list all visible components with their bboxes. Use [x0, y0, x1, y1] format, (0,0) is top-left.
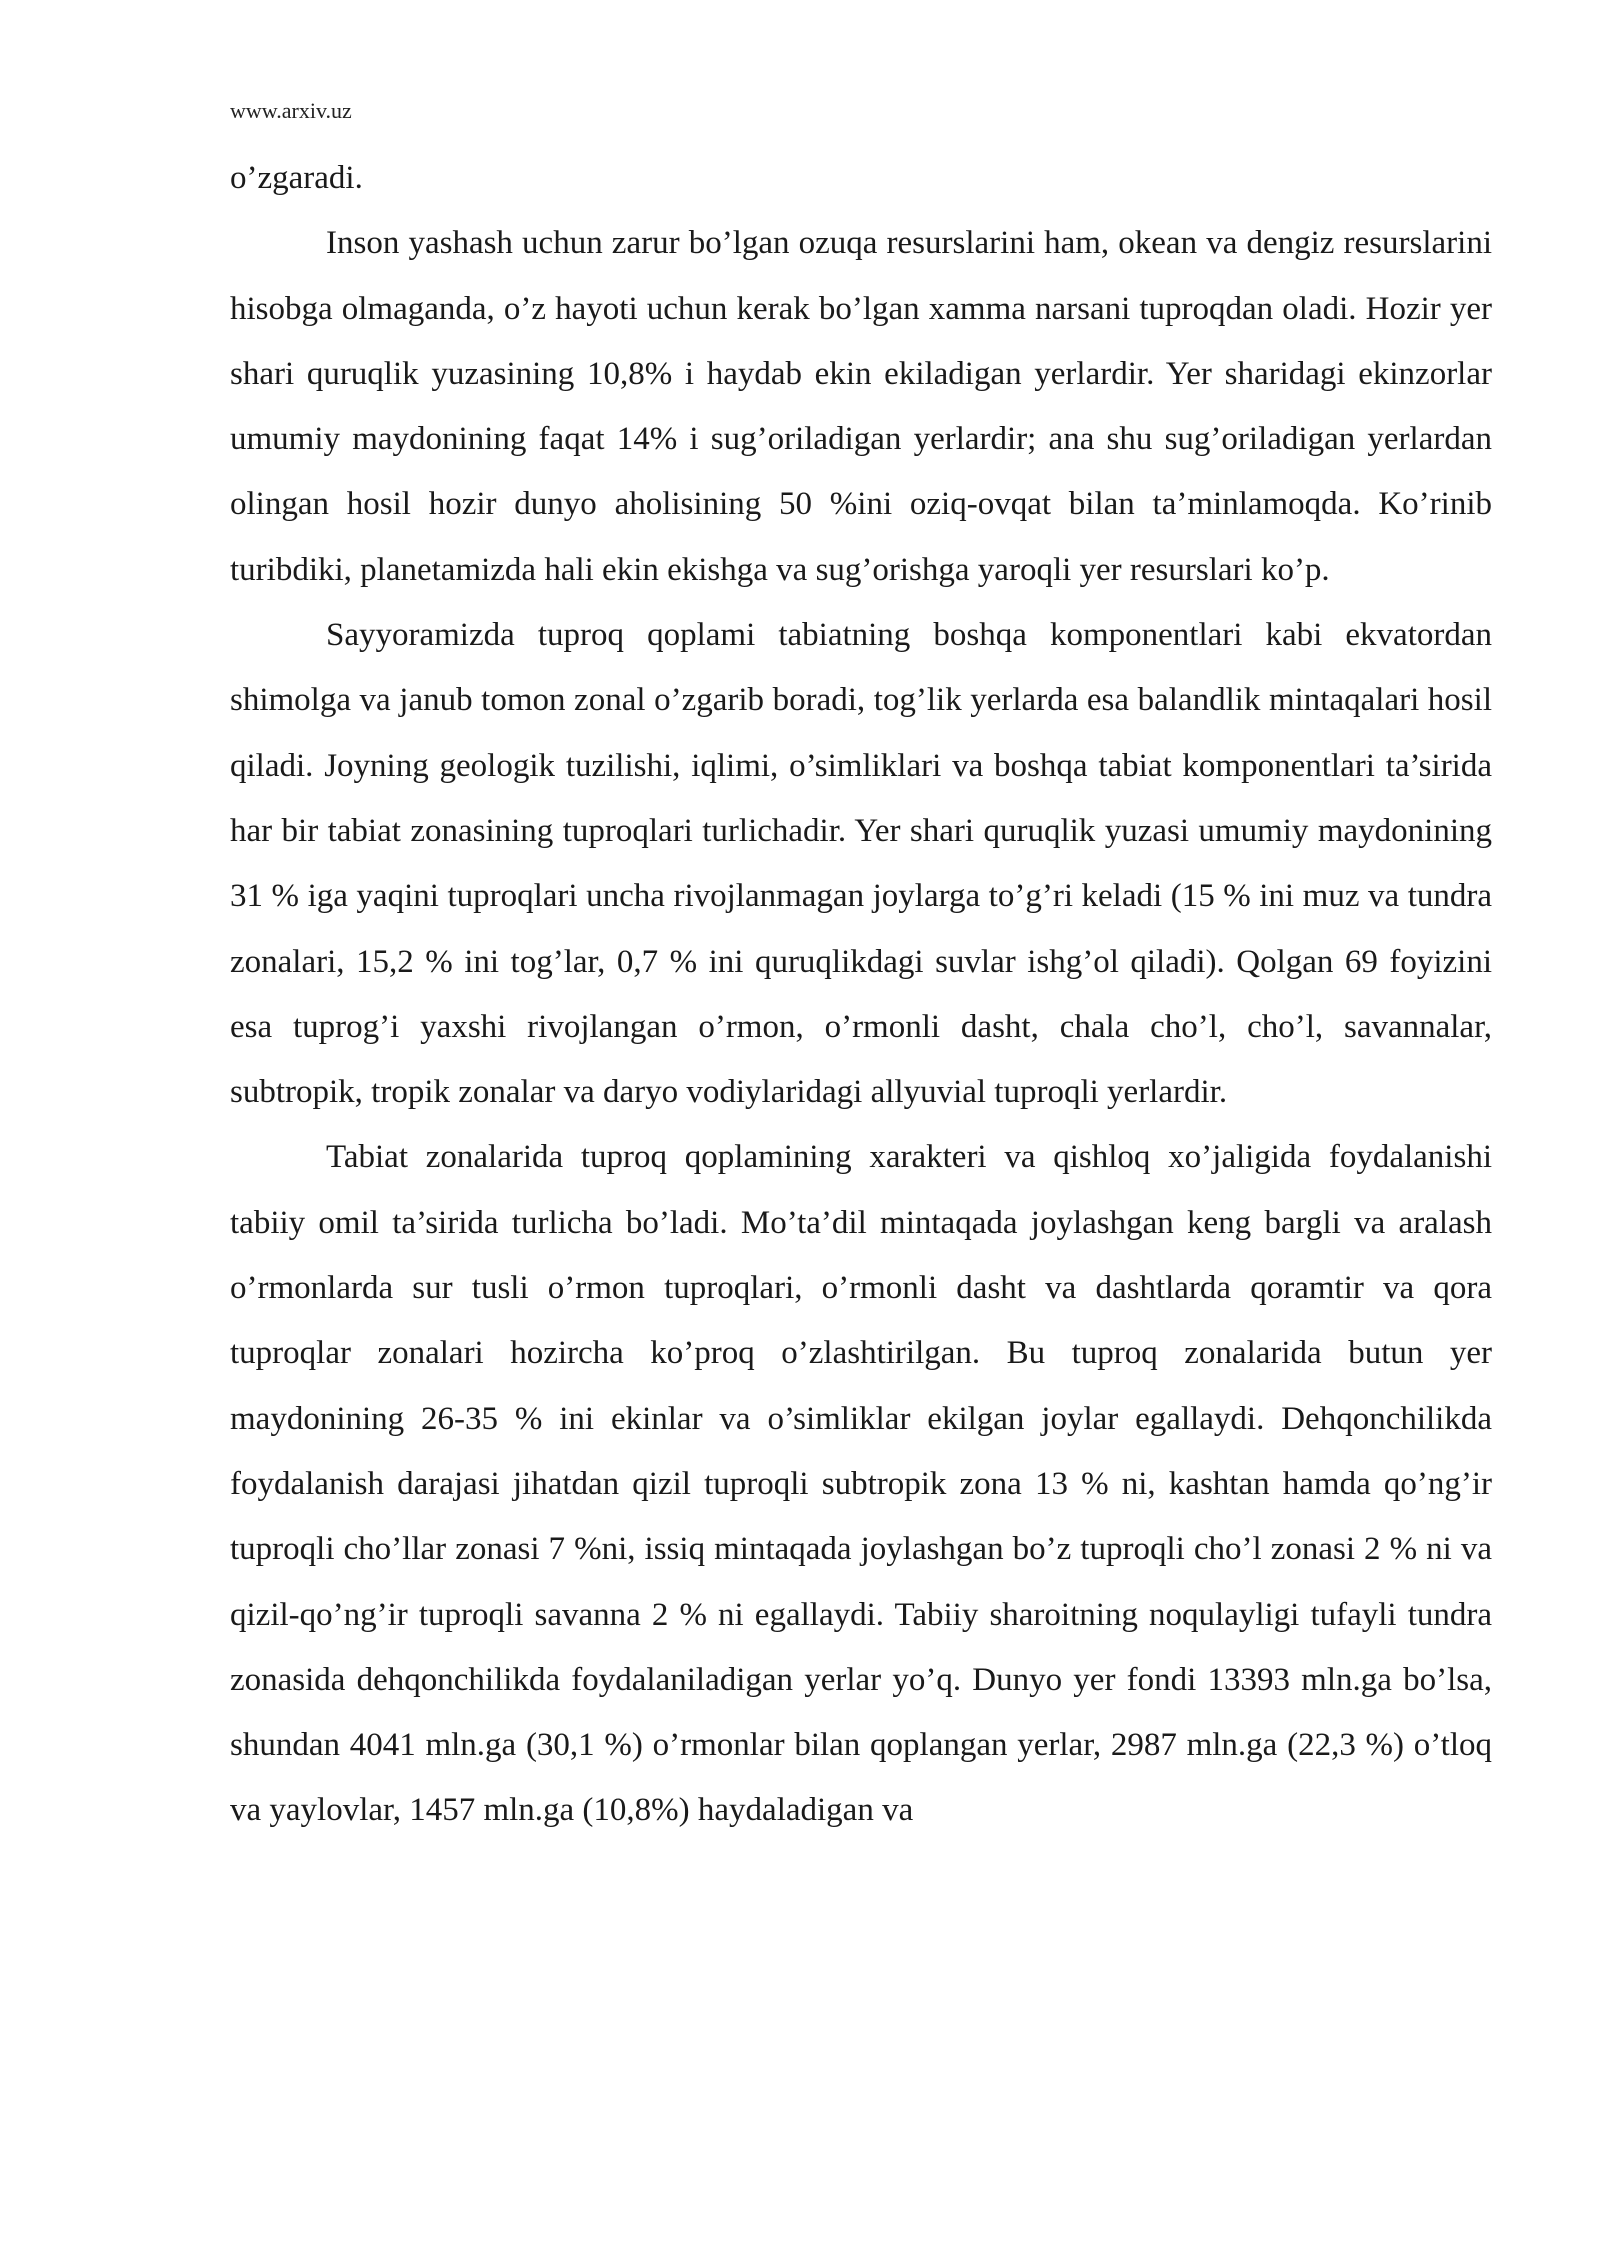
paragraph: Sayyoramizda tuproq qoplami tabiatning boshqa komponentlari kabi ekvatordan shimolga va janub tomon zonal o’zgarib boradi, tog’lik yerlarda esa balandlik mintaqalari hosil qiladi. Joyning geologik tuzilishi, iqlimi, o’simliklari va boshqa tabiat komponentlari ta’sirida har bir tabiat zonasining tuproqlari turlichadir. Yer shari quruqlik yuzasi umumiy maydonining 31 % iga yaqini tuproqlari uncha rivojlanmagan joylarga to’g’ri keladi (15 % ini muz va tundra zonalari, 15,2 % ini tog’lar, 0,7 % ini quruqlikdagi suvlar ishg’ol qiladi). Qolgan 69 foyizini esa tuprog’i yaxshi rivojlangan o’rmon, o’rmonli dasht, chala cho’l, cho’l, savannalar, subtropik, tropik zonalar va daryo vodiylaridagi allyuvial tuproqli yerlardir.	[230, 617, 1492, 1111]
body-text	[230, 146, 1492, 1844]
paragraph: Inson yashash uchun zarur bo’lgan ozuqa resurslarini ham, okean va dengiz resurslarini hisobga olmaganda, o’z hayoti uchun kerak bo’lgan xamma narsani tuproqdan oladi. Hozir yer shari quruqlik yuzasining 10,8% i haydab ekin ekiladigan yerlardir. Yer sharidagi ekinzorlar umumiy maydonining faqat 14% i sug’oriladigan yerlardir; ana shu sug’oriladigan yerlardan olingan hosil hozir dunyo aholisining 50 %ini oziq-ovqat bilan ta’minlamoqda. Ko’rinib turibdiki, planetamizda hali ekin ekishga va sug’orishga yaroqli yer resurslari ko’p.	[230, 225, 1492, 588]
paragraph: Tabiat zonalarida tuproq qoplamining xarakteri va qishloq xo’jaligida foydalanishi tabiiy omil ta’sirida turlicha bo’ladi. Mo’ta’dil mintaqada joylashgan keng bargli va aralash o’rmonlarda sur tusli o’rmon tuproqlari, o’rmonli dasht va dashtlarda qoramtir va qora tuproqlar zonalari hozircha ko’proq o’zlashtirilgan. Bu tuproq zonalarida butun yer maydonining 26-35 % ini ekinlar va o’simliklar ekilgan joylar egallaydi. Dehqonchilikda foydalanish darajasi jihatdan qizil tuproqli subtropik zona 13 % ni, kashtan hamda qo’ng’ir tuproqli cho’llar zonasi 7 %ni, issiq mintaqada joylashgan bo’z tuproqli cho’l zonasi 2 % ni va qizil-qo’ng’ir tuproqli savanna 2 % ni egallaydi. Tabiiy sharoitning noqulayligi tufayli tundra zonasida dehqonchilikda foydalaniladigan yerlar yo’q. Dunyo yer fondi 13393 mln.ga bo’lsa, shundan 4041 mln.ga (30,1 %) o’rmonlar bilan qoplangan yerlar, 2987 mln.ga (22,3 %) o’tloq va yaylovlar, 1457 mln.ga (10,8%) haydaladigan va	[230, 1139, 1492, 1829]
paragraph-continuation: o’zgaradi.	[230, 160, 363, 196]
header-url: www.arxiv.uz	[230, 98, 352, 123]
